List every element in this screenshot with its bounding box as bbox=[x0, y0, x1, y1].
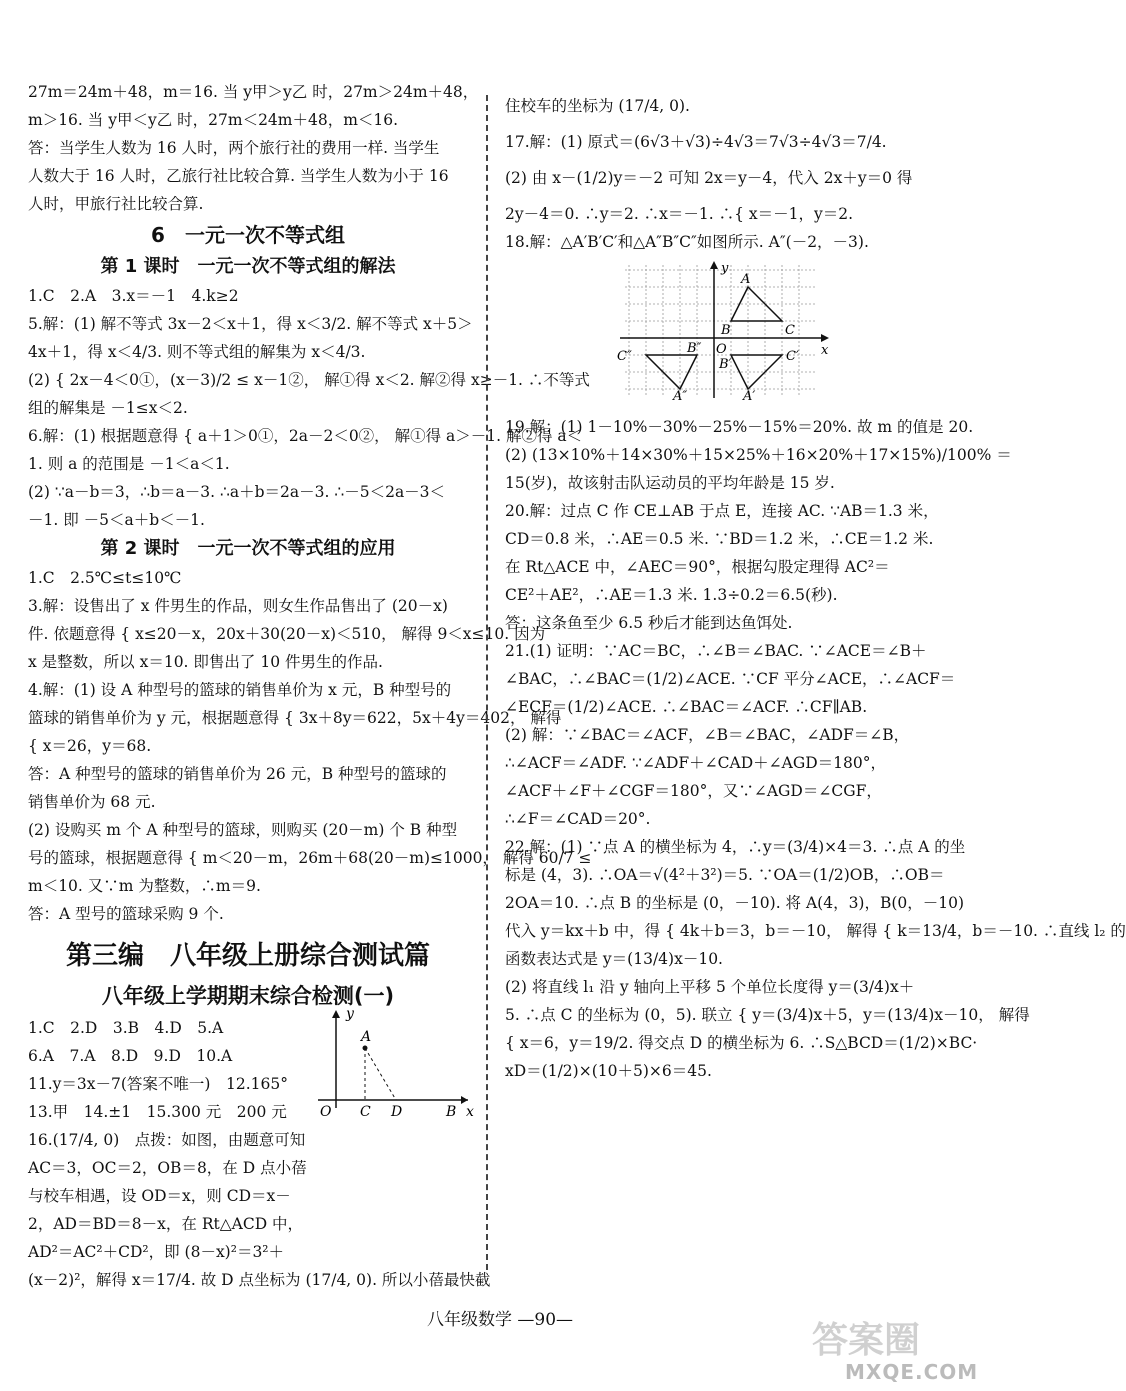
figure-16 bbox=[318, 1008, 478, 1118]
answer-line: ∴∠F＝∠CAD＝20°. bbox=[505, 810, 651, 828]
exam-title: 八年级上学期期末综合检测(一) bbox=[101, 984, 395, 1008]
answer-line: 1.C 2.D 3.B 4.D 5.A bbox=[28, 1019, 224, 1037]
answer-line: 在 Rt△ACE 中，∠AEC＝90°，根据勾股定理得 AC²＝ bbox=[505, 558, 890, 576]
label-c1: C′ bbox=[786, 349, 799, 364]
label-a1: A′ bbox=[743, 389, 756, 404]
answer-line: 5.解：(1) 解不等式 3x－2＜x＋1，得 x＜3/2. 解不等式 x＋5＞ bbox=[28, 315, 473, 333]
label-x: x bbox=[466, 1104, 474, 1120]
text-line: 27m＝24m＋48，m＝16. 当 y甲＞y乙 时，27m＞24m＋48， bbox=[28, 83, 479, 101]
section-title: 6 一元一次不等式组 bbox=[151, 223, 345, 247]
text-line: (2) 由 x－(1/2)y＝－2 可知 2x＝y－4，代入 2x＋y＝0 得 bbox=[505, 169, 913, 187]
answer-line: (2) (13×10%＋14×30%＋15×25%＋16×20%＋17×15%)/100% ＝ bbox=[505, 446, 1012, 464]
answer-line: AC＝3，OC＝2，OB＝8，在 D 点小蓓 bbox=[28, 1159, 307, 1177]
answer-line: 19.解：(1) 1－10%－30%－25%－15%＝20%. 故 m 的值是 20. bbox=[505, 418, 974, 436]
label-a: A bbox=[741, 272, 751, 287]
label-c2: C″ bbox=[617, 349, 632, 364]
answer-line: 21.(1) 证明：∵AC＝BC，∴∠B＝∠BAC. ∵∠ACE＝∠B＋ bbox=[505, 642, 927, 660]
answer-line: 3.解：设售出了 x 件男生的作品，则女生作品售出了 (20－x) bbox=[28, 597, 448, 615]
answer-line: 11.y＝3x－7(答案不唯一) 12.165° bbox=[28, 1075, 288, 1093]
part-title: 第三编 八年级上册综合测试篇 bbox=[65, 941, 430, 971]
label-x: x bbox=[821, 343, 829, 358]
text-line: 住校车的坐标为 (17/4, 0). bbox=[505, 97, 690, 115]
answer-line: CD＝0.8 米，∴AE＝0.5 米. ∵BD＝1.2 米，∴CE＝1.2 米. bbox=[505, 530, 934, 548]
answer-line: 4.解：(1) 设 A 种型号的篮球的销售单价为 x 元，B 种型号的 bbox=[28, 681, 452, 699]
label-b: B bbox=[721, 323, 731, 338]
figure-18 bbox=[615, 260, 950, 409]
lesson-title: 第 2 课时 一元一次不等式组的应用 bbox=[100, 538, 396, 559]
watermark-url: MXQE.COM bbox=[845, 1360, 979, 1384]
answer-line: 篮球的销售单价为 y 元，根据题意得 { 3x＋8y＝622，5x＋4y＝402， 解得 bbox=[28, 709, 562, 727]
answer-line: 13.甲 14.±1 15.300 元 200 元 bbox=[28, 1103, 287, 1121]
watermark-logo: 答案圈 bbox=[812, 1320, 921, 1361]
answer-line: 4x＋1，得 x＜4/3. 则不等式组的解集为 x＜4/3. bbox=[28, 343, 366, 361]
label-a2: A″ bbox=[673, 389, 688, 404]
answer-line: 22.解：(1) ∵点 A 的横坐标为 4，∴y＝(3/4)×4＝3. ∴点 A 的坐 bbox=[505, 838, 966, 856]
text-line: 答：当学生人数为 16 人时，两个旅行社的费用一样. 当学生 bbox=[28, 139, 440, 157]
answer-line: m＜10. 又∵m 为整数，∴m＝9. bbox=[28, 877, 261, 895]
label-b1: B′ bbox=[719, 357, 732, 372]
lesson-title: 第 1 课时 一元一次不等式组的解法 bbox=[100, 256, 396, 277]
answer-line: 函数表达式是 y＝(13/4)x－10. bbox=[505, 950, 723, 968]
answer-line: 1. 则 a 的范围是 －1＜a＜1. bbox=[28, 455, 230, 473]
label-a: A bbox=[361, 1029, 372, 1045]
answer-line: 6.解：(1) 根据题意得 { a＋1＞0①，2a－2＜0②， 解①得 a＞－1. 解②得 a＜ bbox=[28, 427, 583, 445]
answer-line: 件. 依题意得 { x≤20－x，20x＋30(20－x)＜510， 解得 9＜x≤10. 因为 bbox=[28, 625, 546, 643]
y-axis-arrow-icon bbox=[710, 261, 718, 269]
label-y: y bbox=[346, 1006, 354, 1022]
answer-line: x 是整数，所以 x＝10. 即售出了 10 件男生的作品. bbox=[28, 653, 383, 671]
answer-line: 与校车相遇，设 OD＝x，则 CD＝x－ bbox=[28, 1187, 291, 1205]
label-c: C bbox=[785, 323, 795, 338]
answer-line: AD²＝AC²＋CD²，即 (8－x)²＝3²＋ bbox=[28, 1243, 285, 1261]
answer-line: 5. ∴点 C 的坐标为 (0，5). 联立 { y＝(3/4)x＋5，y＝(13/4)x－10， 解得 bbox=[505, 1006, 1030, 1024]
text-line: 2y－4＝0. ∴y＝2. ∴x＝－1. ∴{ x＝－1，y＝2. bbox=[505, 205, 854, 223]
answer-line: (2) 将直线 l₁ 沿 y 轴向上平移 5 个单位长度得 y＝(3/4)x＋ bbox=[505, 978, 915, 996]
text-line: m＞16. 当 y甲＜y乙 时，27m＜24m＋48，m＜16. bbox=[28, 111, 399, 129]
answer-line: 2，AD＝BD＝8－x，在 Rt△ACD 中， bbox=[28, 1215, 304, 1233]
text-line: 人数大于 16 人时，乙旅行社比较合算. 当学生人数为小于 16 bbox=[28, 167, 449, 185]
answer-line: 15(岁)，故该射击队运动员的平均年龄是 15 岁. bbox=[505, 474, 835, 492]
answer-line: xD＝(1/2)×(10＋5)×6＝45. bbox=[505, 1062, 712, 1080]
label-o: O bbox=[716, 342, 727, 357]
answer-line: (2) 设购买 m 个 A 种型号的篮球，则购买 (20－m) 个 B 种型 bbox=[28, 821, 458, 839]
answer-line: ∠ACF＋∠F＋∠CGF＝180°，又∵∠AGD＝∠CGF， bbox=[505, 782, 882, 800]
point-a bbox=[363, 1046, 368, 1051]
coordinate-grid bbox=[615, 260, 835, 404]
answer-line: 2OA＝10. ∴点 B 的坐标是 (0，－10). 将 A(4，3)，B(0，－10) bbox=[505, 894, 965, 912]
answer-line: 1.C 2.5℃≤t≤10℃ bbox=[28, 569, 182, 587]
x-axis-arrow-icon bbox=[461, 1096, 468, 1104]
page-footer: 八年级数学 —90— bbox=[426, 1310, 574, 1330]
answer-line: ∠ECF＝(1/2)∠ACE. ∴∠BAC＝∠ACF. ∴CF∥AB. bbox=[505, 698, 868, 716]
answer-line: (2) { 2x－4＜0①，(x－3)/2 ≤ x－1②， 解①得 x＜2. 解②得 x≥－1. ∴不等式 bbox=[28, 371, 590, 389]
segment-ad bbox=[365, 1048, 396, 1100]
answer-line: 组的解集是 －1≤x＜2. bbox=[28, 399, 188, 417]
right-column bbox=[505, 78, 1126, 1085]
label-o: O bbox=[320, 1104, 332, 1120]
answer-line: 16.(17/4, 0) 点拨：如图，由题意可知 bbox=[28, 1131, 306, 1149]
label-c: C bbox=[360, 1104, 371, 1120]
answer-line: { x＝6，y＝19/2. 得交点 D 的横坐标为 6. ∴S△BCD＝(1/2)×BC· bbox=[505, 1034, 978, 1052]
answer-line: －1. 即 －5＜a＋b＜－1. bbox=[28, 511, 205, 529]
answer-line: 标是 (4，3). ∴OA＝√(4²＋3²)＝5. ∵OA＝(1/2)OB，∴OB＝ bbox=[505, 866, 945, 884]
answer-line: 答：这条鱼至少 6.5 秒后才能到达鱼饵处. bbox=[505, 614, 793, 632]
answer-line: 答：A 型号的篮球采购 9 个. bbox=[28, 905, 224, 923]
answer-line: 号的篮球，根据题意得 { m＜20－m，26m＋68(20－m)≤1000， 解得 60/7 ≤ bbox=[28, 849, 592, 867]
x-axis-arrow-icon bbox=[821, 334, 829, 342]
label-d: D bbox=[391, 1104, 403, 1120]
answer-line: 销售单价为 68 元. bbox=[28, 793, 156, 811]
answer-line: 代入 y＝kx＋b 中，得 { 4k＋b＝3，b＝－10， 解得 { k＝13/4，b＝－10. ∴直线 l₂ 的 bbox=[505, 922, 1126, 940]
answer-line: ∠BAC，∴∠BAC＝(1/2)∠ACE. ∵CF 平分∠ACE，∴∠ACF＝ bbox=[505, 670, 956, 688]
answer-line: ∴∠ACF＝∠ADF. ∵∠ADF＋∠CAD＋∠AGD＝180°， bbox=[505, 754, 886, 772]
y-axis-arrow-icon bbox=[332, 1010, 340, 1018]
answer-line: 20.解：过点 C 作 CE⊥AB 于点 E，连接 AC. ∵AB＝1.3 米， bbox=[505, 502, 939, 520]
answer-line: 答：A 种型号的篮球的销售单价为 26 元，B 种型号的篮球的 bbox=[28, 765, 447, 783]
answer-line: { x＝26，y＝68. bbox=[28, 737, 152, 755]
label-b2: B″ bbox=[687, 341, 702, 356]
text-line: 17.解：(1) 原式＝(6√3＋√3)÷4√3＝7√3÷4√3＝7/4. bbox=[505, 133, 887, 151]
answer-line: 6.A 7.A 8.D 9.D 10.A bbox=[28, 1047, 233, 1065]
answer-line: 1.C 2.A 3.x＝－1 4.k≥2 bbox=[28, 287, 239, 305]
text-line: 人时，甲旅行社比较合算. bbox=[28, 195, 204, 213]
answer-line: CE²＋AE²，∴AE＝1.3 米. 1.3÷0.2＝6.5(秒). bbox=[505, 586, 838, 604]
answer-line: (2) ∵a－b＝3，∴b＝a－3. ∴a＋b＝2a－3. ∴－5＜2a－3＜ bbox=[28, 483, 446, 501]
label-b: B bbox=[446, 1104, 457, 1120]
answer-line: (2) 解：∵∠BAC＝∠ACF，∠B＝∠BAC，∠ADF＝∠B， bbox=[505, 726, 910, 744]
label-y: y bbox=[721, 261, 729, 276]
column-divider bbox=[486, 95, 488, 1270]
answer-line: (x－2)²，解得 x＝17/4. 故 D 点坐标为 (17/4, 0). 所以小蓓最快截 bbox=[28, 1271, 491, 1289]
text-line: 18.解：△A′B′C′和△A″B″C″如图所示. A″(－2，－3). bbox=[505, 233, 869, 251]
